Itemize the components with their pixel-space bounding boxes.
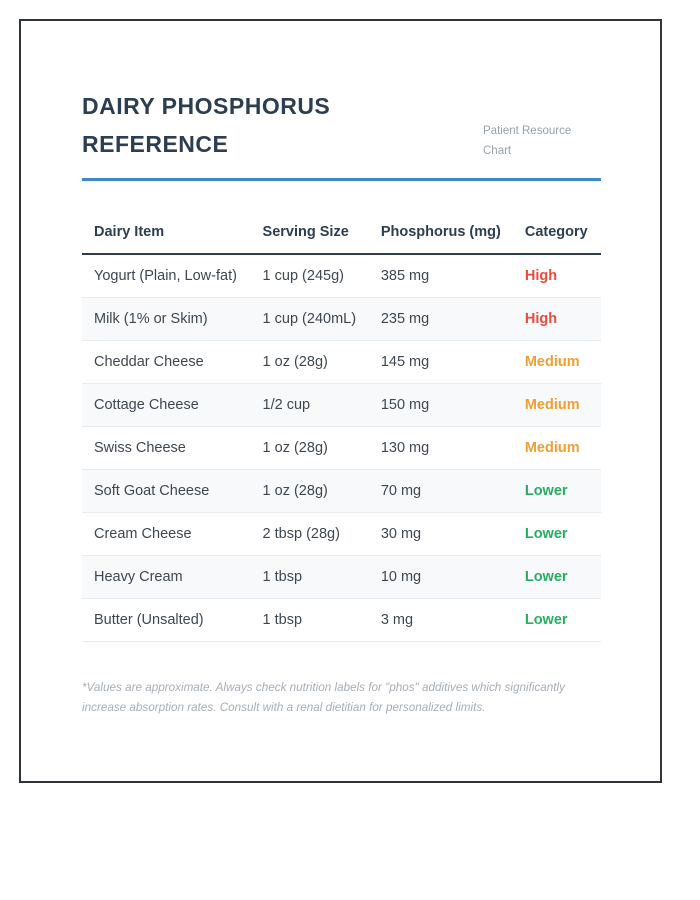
dairy-item-cell: Cottage Cheese <box>82 384 251 427</box>
category-cell: Lower <box>513 556 601 599</box>
serving-size-cell: 1 tbsp <box>251 556 369 599</box>
phosphorus-cell: 130 mg <box>369 427 513 470</box>
page-frame <box>19 19 662 783</box>
phosphorus-cell: 3 mg <box>369 599 513 642</box>
table-row <box>82 254 601 298</box>
phosphorus-cell: 10 mg <box>369 556 513 599</box>
serving-size-cell: 1 oz (28g) <box>251 427 369 470</box>
serving-size-cell: 1 oz (28g) <box>251 341 369 384</box>
phosphorus-table <box>82 212 601 642</box>
category-cell: Lower <box>513 470 601 513</box>
dairy-item-cell: Swiss Cheese <box>82 427 251 470</box>
phosphorus-cell: 150 mg <box>369 384 513 427</box>
table-row <box>82 513 601 556</box>
serving-size-cell: 2 tbsp (28g) <box>251 513 369 556</box>
serving-size-cell: 1 tbsp <box>251 599 369 642</box>
dairy-item-cell: Soft Goat Cheese <box>82 470 251 513</box>
column-header-dairy-item: Dairy Item <box>82 212 251 254</box>
phosphorus-cell: 30 mg <box>369 513 513 556</box>
column-header-phosphorus: Phosphorus (mg) <box>369 212 513 254</box>
table-row <box>82 427 601 470</box>
phosphorus-cell: 145 mg <box>369 341 513 384</box>
category-cell: Medium <box>513 427 601 470</box>
page-title: DAIRY PHOSPHORUS REFERENCE <box>82 93 331 157</box>
serving-size-cell: 1 oz (28g) <box>251 470 369 513</box>
dairy-item-cell: Milk (1% or Skim) <box>82 298 251 341</box>
category-cell: Lower <box>513 599 601 642</box>
phosphorus-cell: 385 mg <box>369 254 513 298</box>
dairy-item-cell: Butter (Unsalted) <box>82 599 251 642</box>
table-row <box>82 470 601 513</box>
dairy-item-cell: Yogurt (Plain, Low-fat) <box>82 254 251 298</box>
table-row <box>82 341 601 384</box>
category-cell: Lower <box>513 513 601 556</box>
column-header-category: Category <box>513 212 601 254</box>
table-row <box>82 298 601 341</box>
dairy-item-cell: Cream Cheese <box>82 513 251 556</box>
serving-size-cell: 1/2 cup <box>251 384 369 427</box>
page-content <box>21 21 660 718</box>
document-header <box>82 87 601 181</box>
category-cell: High <box>513 298 601 341</box>
column-header-serving-size: Serving Size <box>251 212 369 254</box>
category-cell: Medium <box>513 341 601 384</box>
table-row <box>82 556 601 599</box>
page-subtitle: Patient Resource Chart <box>483 125 572 157</box>
serving-size-cell: 1 cup (240mL) <box>251 298 369 341</box>
table-row <box>82 599 601 642</box>
table-header-row <box>82 212 601 254</box>
serving-size-cell: 1 cup (245g) <box>251 254 369 298</box>
dairy-item-cell: Cheddar Cheese <box>82 341 251 384</box>
category-cell: High <box>513 254 601 298</box>
phosphorus-cell: 70 mg <box>369 470 513 513</box>
phosphorus-cell: 235 mg <box>369 298 513 341</box>
footnote: *Values are approximate. Always check nutrition labels for "phos" additives which significantly increase absorption rates. Consult with a renal dietitian for personalized limits. <box>82 681 565 714</box>
dairy-item-cell: Heavy Cream <box>82 556 251 599</box>
category-cell: Medium <box>513 384 601 427</box>
table-row <box>82 384 601 427</box>
